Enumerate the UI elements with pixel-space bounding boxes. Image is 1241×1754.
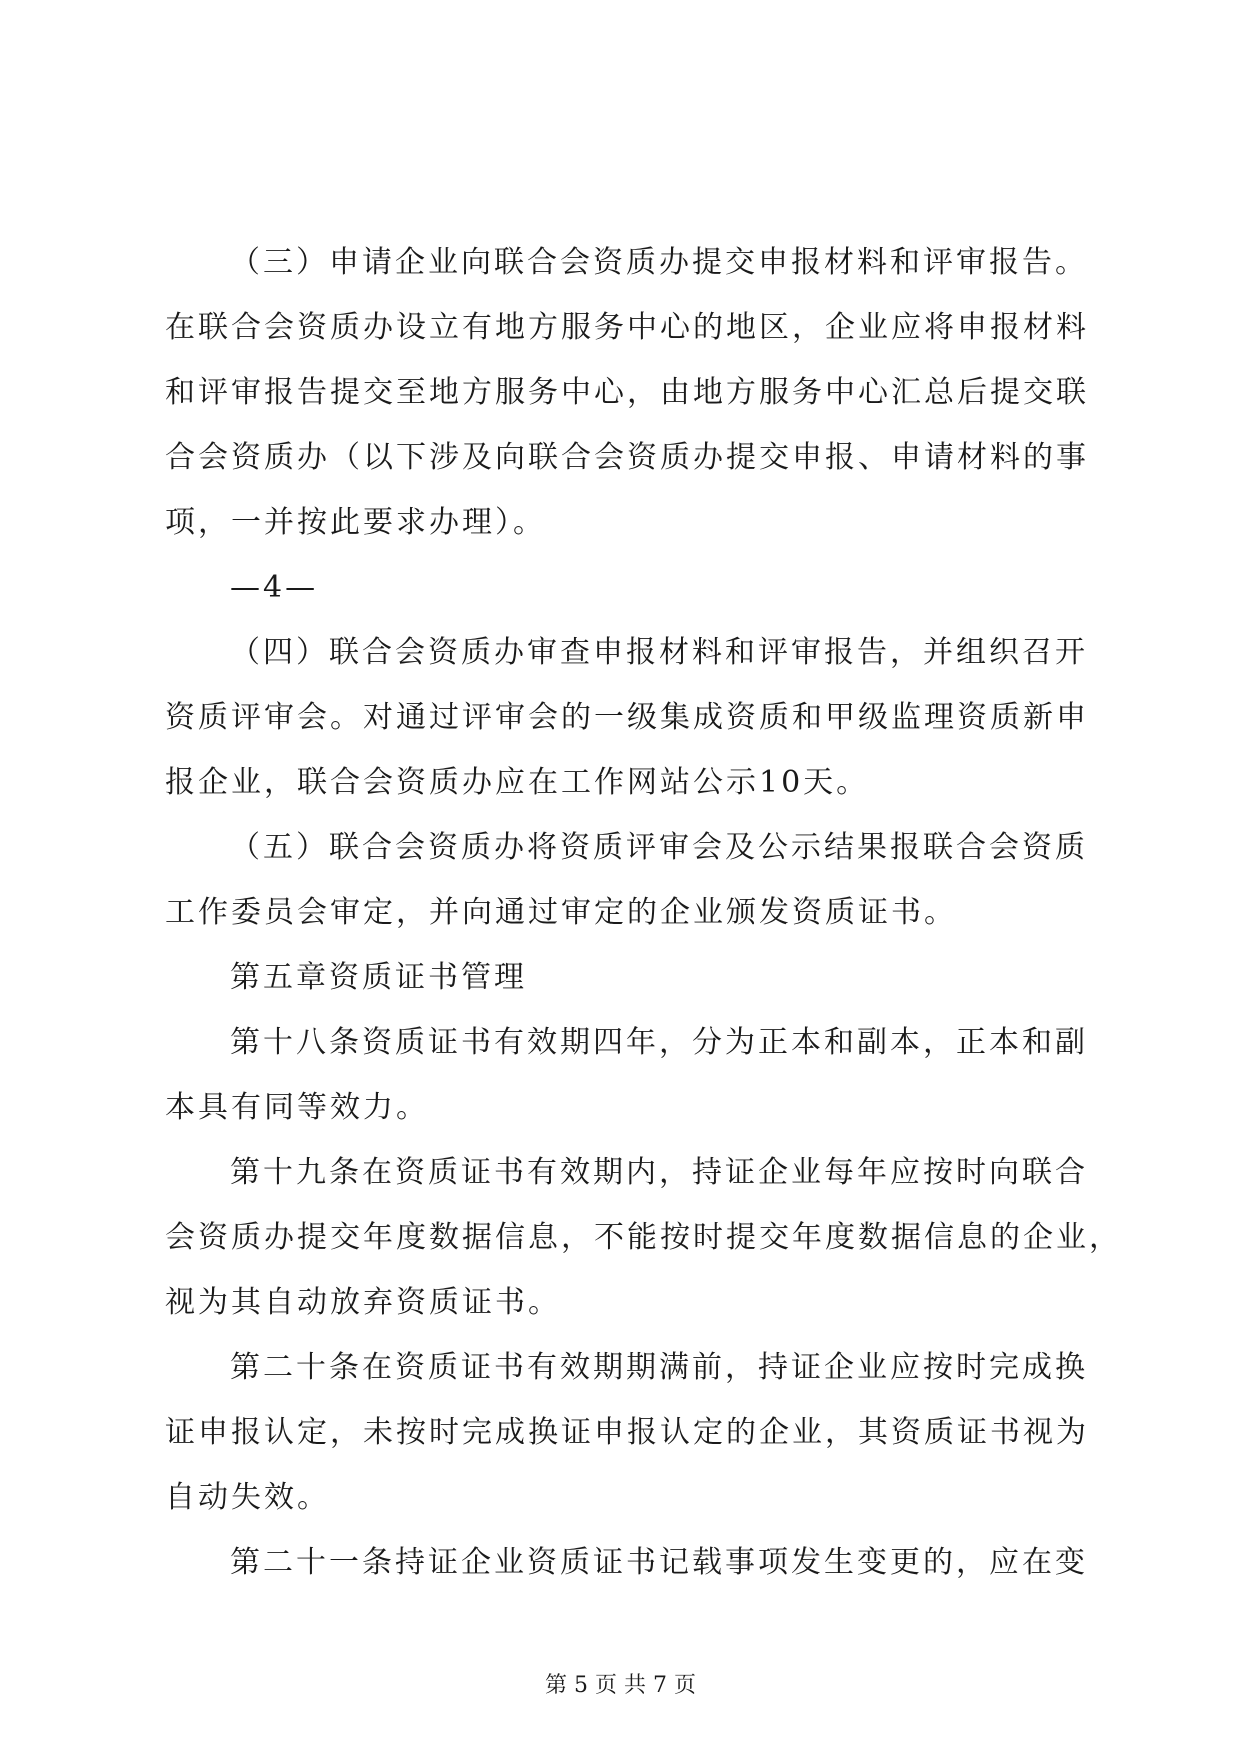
text-line: 工作委员会审定，并向通过审定的企业颁发资质证书。 (165, 895, 957, 930)
chapter-heading: 第五章资质证书管理 (230, 960, 527, 995)
document-body (165, 230, 1122, 1595)
text-line: 视为其自动放弃资质证书。 (165, 1285, 561, 1320)
text-line: 第十八条资质证书有效期四年，分为正本和副本，正本和副 (230, 1025, 1088, 1060)
text-line: 报企业，联合会资质办应在工作网站公示10天。 (165, 765, 870, 800)
text-line: 本具有同等效力。 (165, 1090, 429, 1125)
text-line: 第十九条在资质证书有效期内，持证企业每年应按时向联合 (230, 1155, 1088, 1190)
text-line: （四）联合会资质办审查申报材料和评审报告，并组织召开 (230, 635, 1088, 670)
text-line: 项，一并按此要求办理）。 (165, 505, 546, 540)
text-line: （五）联合会资质办将资质评审会及公示结果报联合会资质 (230, 830, 1088, 865)
text-line: 在联合会资质办设立有地方服务中心的地区，企业应将申报材料 (165, 310, 1089, 345)
page-marker: —4— (230, 570, 319, 605)
text-line: 合会资质办（以下涉及向联合会资质办提交申报、申请材料的事 (165, 440, 1089, 475)
text-line: 第二十一条持证企业资质证书记载事项发生变更的，应在变 (230, 1545, 1088, 1580)
text-line: 自动失效。 (165, 1480, 330, 1515)
text-line: 和评审报告提交至地方服务中心，由地方服务中心汇总后提交联 (165, 375, 1089, 410)
text-line: 第二十条在资质证书有效期期满前，持证企业应按时完成换 (230, 1350, 1088, 1385)
text-line: 会资质办提交年度数据信息，不能按时提交年度数据信息的企业， (165, 1220, 1122, 1255)
text-line: （三）申请企业向联合会资质办提交申报材料和评审报告。 (230, 245, 1088, 280)
page-footer: 第 5 页 共 7 页 (545, 1673, 696, 1698)
text-line: 资质评审会。对通过评审会的一级集成资质和甲级监理资质新申 (165, 700, 1089, 735)
text-line: 证申报认定，未按时完成换证申报认定的企业，其资质证书视为 (165, 1415, 1089, 1450)
